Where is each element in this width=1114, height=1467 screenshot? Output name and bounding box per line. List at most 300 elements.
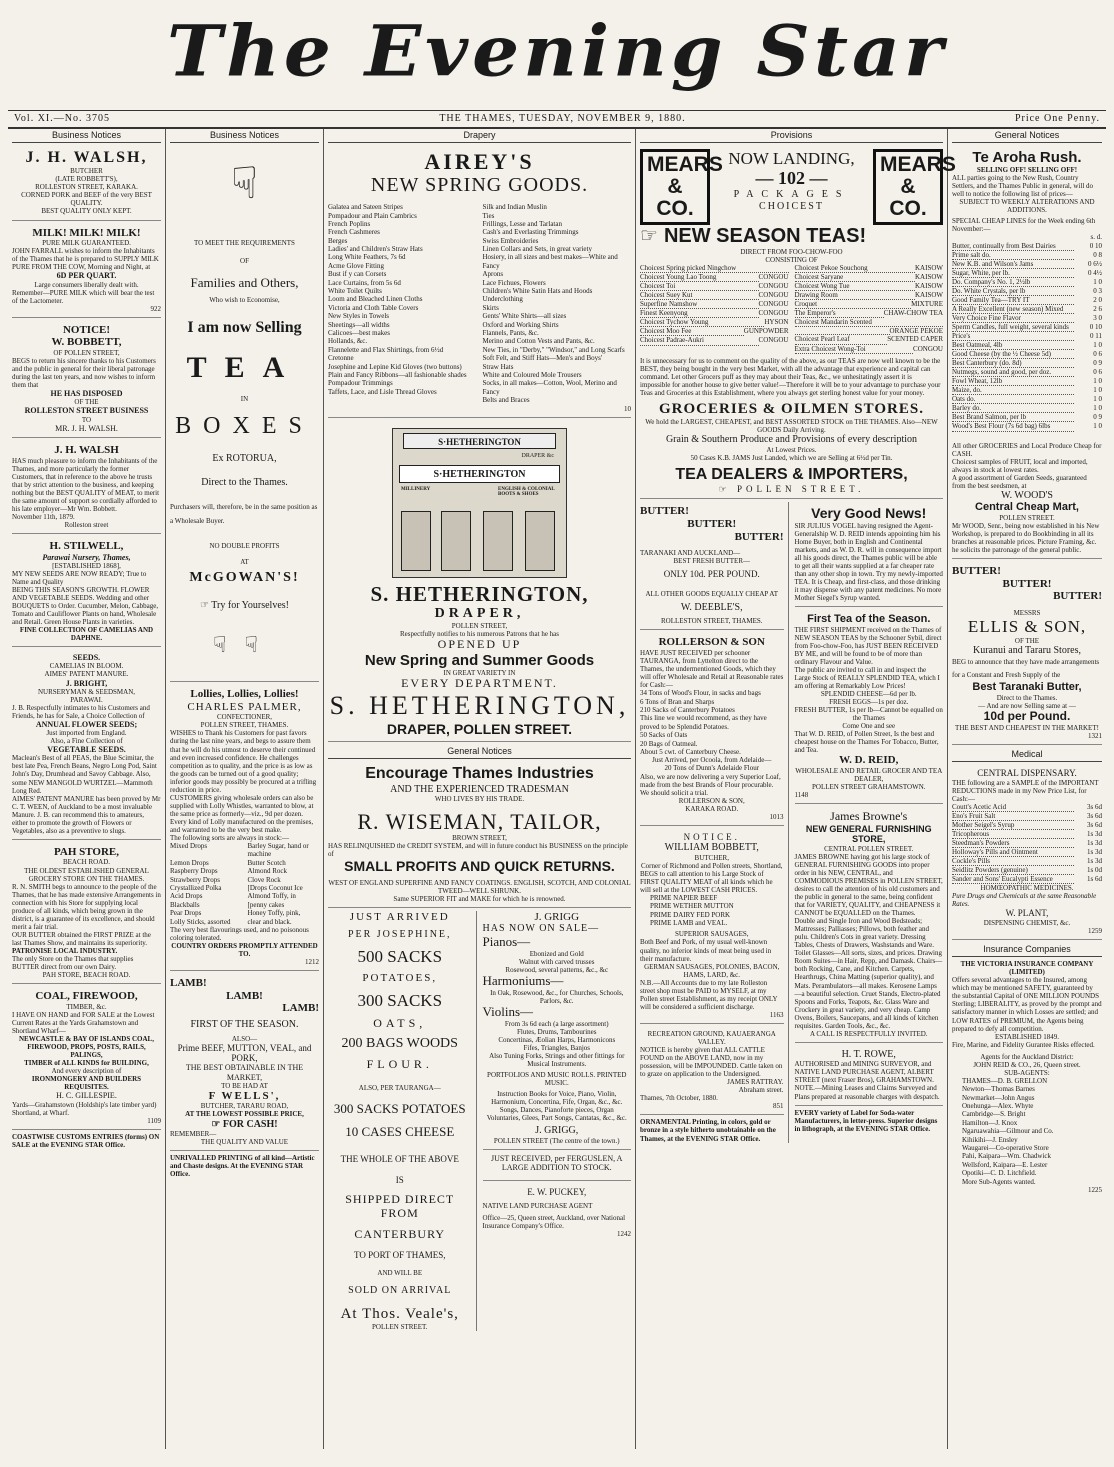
- pointing-hand-icon: ☞: [718, 484, 731, 495]
- ad-title: S. HETHERINGTON,: [329, 690, 630, 720]
- ad-line: FINE COLLECTION OF CAMELIAS AND DAPHNE.: [19, 626, 154, 643]
- ad-title: H. T. ROWE,: [841, 1048, 896, 1060]
- rollerson-list: [640, 689, 784, 756]
- ad-title: R. WISEMAN, TAILOR,: [357, 809, 602, 835]
- goods-item: Silk and Indian Muslin: [482, 203, 547, 212]
- ad-line: AND THE EXPERIENCED TRADESMAN: [390, 783, 569, 795]
- ad-coal: [12, 987, 161, 1129]
- ad-line: SELLING OFF! SELLING OFF!: [976, 166, 1078, 175]
- ad-title: BUTTER!: [1002, 577, 1052, 590]
- ad-line: WHO LIVES BY HIS TRADE.: [434, 795, 525, 803]
- ad-line: CAMELIAS IN BLOOM.: [49, 662, 124, 671]
- ad-title: MILK! MILK! MILK!: [32, 226, 141, 239]
- ad-line: AIMES' PATENT MANURE.: [44, 670, 129, 679]
- ad-line: ESTABLISHED 1849.: [995, 1032, 1059, 1041]
- ad-body: BEING THIS SEASON'S GROWTH. FLOWER AND VEGETABLE SEEDS. Wedding and other BOUQUETS to Order. Cucumber, Melon, Cabbage, Tomato and Cauliflower Plants on hand, Wholesale and Retail. Green House Plants in varieties.: [12, 585, 159, 627]
- sub-agents-list: [952, 1077, 1102, 1186]
- price-row: [952, 359, 1102, 368]
- ad-line: DIRECT FROM FOO-CHOW-FOO: [740, 247, 843, 256]
- ad-line: November 11th, 1879.: [12, 512, 75, 521]
- column-4: [636, 129, 956, 1449]
- item-label: Price's: [952, 332, 1074, 341]
- ad-wells: [170, 974, 319, 1151]
- item-label: Choicest Pekoe Souchong: [795, 264, 916, 273]
- ad-body: HAS RELINQUISHED the CREDIT SYSTEM, and will in future conduct his BUSINESS on the principle of: [328, 842, 628, 859]
- goods-item: Hollands, &c.: [328, 337, 368, 346]
- item-label: Choicest Spring picked Ningchow: [640, 264, 789, 273]
- goods-item: Berges: [328, 236, 348, 245]
- goods-item: Taffets, Lace, and Lisle Thread Gloves: [328, 387, 437, 396]
- ad-line: EVERY DEPARTMENT.: [401, 675, 558, 690]
- tea-row: [795, 264, 944, 273]
- ad-line: POLLEN STREET.: [372, 1323, 428, 1332]
- ad-body: AIMES' PATENT MANURE has been proved by Mr C. T. WEEN, of Auckland to be a most invaluable Manure. J. B. can recommend this to amateurs, either to promote the growth of Flowers or Vegetables, also as a preventive to slugs.: [12, 794, 161, 835]
- ad-line: Violins—: [482, 1003, 534, 1019]
- ad-title: AIREY'S: [424, 148, 535, 174]
- ad-body: SIR JULIUS VOGEL having resigned the Agent-Generalship W. D. REID intends appointing him his Home Buyer, both in English and Continental markets, and as W. D. R. will in consequence import all his goods direct, the Thames public will be able to get all their wants supplied at a far cheaper rate than any other shop in town. Try my newly-imported TEA. It is Cheap, and first-class, and those drinking it may dispense with any patent medicines. No more Mother Siegel's Syrup wanted.: [794, 521, 943, 602]
- ad-pah-store: [12, 843, 161, 984]
- ad-body: Mr WOOD, Senr., being now established in his New Workshop, is prepared to do Bookbinding in all its branches at reasonable prices. Picture Framing, &c. he solicits the patronage of the general public.: [952, 521, 1100, 555]
- ad-line: CORNED PORK and BEEF of the very BEST QUALITY.: [21, 191, 152, 208]
- ad-title: TEA: [186, 350, 303, 384]
- ad-body: R. N. SMITH begs to announce to the people of the Thames, that he has made extensive Arrangements in connection with his Store for supplying local produce of all kinds, which being grown in the district, is a guarantee of its excellence, and should merit a fair trial.: [12, 882, 161, 931]
- price-row: [952, 323, 1102, 332]
- ad-line: FRESH BUTTER, 1s per lb—Cannot be equalled on the Thames: [794, 706, 943, 723]
- ad-title: LAMB!: [282, 1002, 319, 1015]
- ad-line: CONSISTING OF: [765, 256, 818, 265]
- item-value: 1 0: [1093, 395, 1102, 404]
- ad-line: 20 Tons of Dunn's Adelaide Flour: [664, 764, 760, 773]
- column-header: Medical: [952, 748, 1102, 762]
- list-item: PRIME DAIRY FED PORK: [650, 910, 731, 919]
- item-value: 3s 6d: [1087, 820, 1102, 829]
- ad-title: NEW GENERAL FURNISHING STORE,: [805, 824, 932, 845]
- ad-body: Purchasers will, therefore, be in the same position as a Wholesale Buyer.: [170, 503, 318, 526]
- price-row: [952, 404, 1102, 413]
- list-item: clear and black.: [247, 917, 292, 926]
- ad-line: PACKAGES: [733, 189, 850, 201]
- ad-line: PATRONISE LOCAL INDUSTRY.: [12, 947, 118, 955]
- ad-title: Very Good News!: [811, 505, 927, 522]
- ad-line: SUPERIOR SAUSAGES,: [674, 930, 749, 939]
- price: Price One Penny.: [1014, 113, 1100, 124]
- ad-line: IN: [240, 395, 249, 404]
- ad-number: 1163: [769, 1010, 784, 1019]
- item-label: Mother Seigel's Syrup: [952, 821, 1074, 830]
- ad-seeds: [12, 650, 161, 840]
- ad-line: POLLEN STREET.: [737, 484, 865, 495]
- item-value: 3s 6d: [1087, 802, 1102, 811]
- ad-line: Walnut with carved trusses: [519, 957, 595, 966]
- ad-line: THE QUALITY AND VALUE: [200, 1138, 289, 1147]
- ad-body: JAMES BROWNE having got his large stock of GENERAL FURNISHING GOODS into proper order in his NEW, CENTRAL, and COMMODIOUS PREMISES in POLLEN STREET, desires to call the attention of his old customers and the public in general to the same, being confident that for VARIETY, QUALITY, and CHEAPNESS it CANNOT be EQUALLED on the Thames.: [794, 852, 943, 918]
- goods-item: Calicoes—best makes: [328, 329, 391, 337]
- item-value: MIXTURE: [911, 300, 943, 309]
- ad-line: From 3s 6d each (a large assortment): [504, 1019, 609, 1028]
- goods-item: Sheetings—all widths: [328, 320, 390, 329]
- ad-body: All other GROCERIES and Local Produce Cheap for CASH.: [952, 441, 1102, 458]
- ad-line: 300 SACKS: [357, 991, 443, 1011]
- item-label: Prime salt do.: [952, 251, 1074, 260]
- shopfront-illustration: [392, 428, 567, 578]
- list-item: Mixed Drops: [170, 842, 208, 851]
- shop-window: [483, 511, 513, 571]
- ad-line: HOMŒOPATHIC MEDICINES.: [980, 884, 1074, 893]
- ad-title: BUTTER!: [1053, 590, 1102, 603]
- item-label: Choicest Padrae-Aukri: [640, 336, 759, 345]
- ad-line: POLLEN STREET (The centre of the town.): [493, 1136, 620, 1145]
- ad-body: It is unnecessary for us to comment on the quality of the above, as our TEAS are now well known to be the BEST, they being bought in the very best Market, with all the advantage that experience and capital can command. Let other Grocers puff as they may about their Teas, &c., we unhesitatingly assert it is impossible for another house to give better value!—Therefore it will be to your advantage to purchase your Teas and Groceries at this Establishment, where you always get sterling honest value for your money.: [640, 356, 941, 397]
- list-item: Opotiki—C. D. Litchfield.: [962, 1169, 1037, 1178]
- ad-title: BUTTER!: [640, 505, 689, 518]
- ad-hetherington: [328, 421, 631, 742]
- dateline: THE THAMES, TUESDAY, NOVEMBER 9, 1880.: [439, 113, 686, 124]
- ad-line: SPLENDID CHEESE—6d per lb.: [820, 690, 917, 699]
- ad-line: POLLEN STREET GRAHAMSTOWN.: [812, 783, 926, 792]
- price-row: [952, 368, 1102, 377]
- item-label: Choicest Pearl Leaf: [795, 335, 888, 344]
- ad-line: HAS NOW ON SALE—: [482, 923, 600, 935]
- item-label: Steedman's Powders: [952, 839, 1074, 848]
- ad-line: REMEMBER—: [170, 1130, 217, 1139]
- price-row: [952, 875, 1102, 884]
- ad-grigg: [483, 911, 632, 1332]
- ad-line: OPENED UP: [437, 636, 522, 651]
- ad-body: N.B.—All Accounts due to my late Rolleston street shop must be PAID to MYSELF, at my Pollen street Establishment, as my receipt ONLY will be considered a sufficient discharge.: [640, 978, 778, 1011]
- item-value: CONGOU: [758, 291, 789, 300]
- price-row: [952, 260, 1102, 269]
- price-row: [952, 278, 1102, 287]
- ad-line: Come One and see: [842, 722, 896, 731]
- column-3: [324, 129, 636, 1449]
- ad-line: MESSRS: [1013, 609, 1041, 618]
- ad-title: F WELLS',: [208, 1089, 281, 1102]
- list-item: Pear Drops: [170, 909, 202, 918]
- item-label: Choicest Young Lao Toong: [640, 273, 759, 282]
- ad-line: Yards—Grahamstown (Holdship's late timber yard): [12, 1100, 157, 1109]
- item-label: Best Canterbury (do. 8d): [952, 359, 1074, 368]
- ad-line: Just Arrived, per Ocoola, from Adelaide—: [652, 756, 772, 765]
- ad-line: TARANAKI AND AUCKLAND—: [640, 549, 741, 558]
- ad-line: MR. J. H. WALSH.: [55, 423, 118, 433]
- list-item: PRIME LAMB and VEAL.: [650, 919, 728, 928]
- item-label: Best Oatmeal, 4lb: [952, 341, 1074, 350]
- list-item: Blackballs: [170, 900, 200, 909]
- list-item: Almond Rock: [247, 867, 287, 876]
- ad-line: Songs, Dances, Pianoforte pieces, Organ Voluntaries, Glees, Part Songs, Cantatas, &c., &c.: [486, 1106, 627, 1123]
- ad-line: Kuranui and Tararu Stores,: [973, 644, 1081, 656]
- tea-row: [795, 273, 944, 282]
- ad-line: WHOLESALE AND RETAIL GROCER AND TEA DEALER,: [795, 767, 943, 784]
- ad-line: JUST RECEIVED, per FERGUSLEN, A LARGE ADDITION TO STOCK.: [483, 1149, 632, 1172]
- price-row: [952, 269, 1102, 278]
- ad-rowe: [795, 1046, 944, 1106]
- list-item: Barley Sugar, hand or machine: [247, 842, 309, 859]
- column-header: Business Notices: [170, 129, 319, 143]
- goods-item: White Toilet Quilts: [328, 287, 382, 296]
- ad-very-good-news: [795, 502, 944, 607]
- item-value: 0 11: [1090, 331, 1102, 340]
- price-row: [952, 839, 1102, 848]
- item-value: 2 0: [1093, 295, 1102, 304]
- ad-title: At Thos. Veale's,: [340, 1306, 459, 1323]
- list-item: PRIME WETHER MUTTON: [650, 902, 734, 911]
- ad-line: PER JOSEPHINE,: [347, 929, 452, 941]
- ad-william-bobbett: [640, 829, 784, 1024]
- list-item: THAMES—D. B. GRELLON: [962, 1076, 1048, 1085]
- item-value: 1 0: [1093, 377, 1102, 386]
- ad-line: 50 Cases K.B. JAMS Just Landed, which we are Selling at 6½d per Tin.: [690, 453, 893, 462]
- item-label: Choicest Saryane: [795, 273, 916, 282]
- shop-window: [525, 511, 555, 571]
- item-value: 3 0: [1093, 313, 1102, 322]
- shop-window: [401, 511, 431, 571]
- ad-line: JAMES RATTRAY.: [727, 1078, 784, 1087]
- ad-line: ALL OTHER GOODS EQUALLY CHEAP AT: [645, 589, 778, 598]
- item-label: Cockle's Pills: [952, 857, 1074, 866]
- ad-line: 6D PER QUART.: [56, 271, 117, 281]
- ad-line: ROLLESTON STREET, THAMES.: [660, 617, 763, 626]
- ad-line: AT THE LOWEST POSSIBLE PRICE,: [185, 1110, 304, 1119]
- tea-row: [640, 264, 789, 273]
- ad-title: J. H. WALSH,: [25, 148, 148, 166]
- ad-mears: [640, 146, 956, 500]
- tea-row: [795, 345, 944, 354]
- list-item: Pahi, Kaipara—Wm. Chadwick: [962, 1152, 1052, 1161]
- ad-title: PAH STORE,: [54, 845, 119, 858]
- ad-line: NATIVE LAND PURCHASE AGENT: [482, 1201, 593, 1210]
- ad-title: CENTRAL DISPENSARY.: [977, 768, 1077, 779]
- price-list: [952, 242, 1102, 432]
- ad-title: NEW SPRING GOODS.: [370, 174, 589, 197]
- ad-title: BUTTER!: [952, 565, 1001, 578]
- item-label: Eno's Fruit Salt: [952, 812, 1074, 821]
- item-value: 0 10: [1089, 241, 1102, 250]
- ad-number: 1109: [147, 1116, 161, 1125]
- price-row: [952, 866, 1102, 875]
- ad-title: W. WOOD'S: [1001, 489, 1053, 501]
- column-2: [166, 129, 324, 1449]
- list-item: Cambridge—S. Bright: [962, 1110, 1026, 1119]
- tea-row: [640, 273, 789, 282]
- ad-line: Direct to the Thames.: [201, 476, 288, 488]
- ad-body: BEG to announce that they have made arrangements for a Constant and Fresh Supply of the: [952, 658, 1100, 679]
- tea-row: [795, 327, 944, 335]
- ad-line: OF: [240, 257, 249, 266]
- pointing-hand-icon: ☟☟: [213, 631, 276, 657]
- item-value: 0 9: [1093, 413, 1102, 422]
- item-value: KAISOW: [915, 282, 943, 291]
- item-label: The Emperor's: [795, 309, 884, 318]
- item-value: 1 0: [1093, 422, 1102, 431]
- item-value: CONGOU: [758, 273, 789, 282]
- ad-line: THE BEST AND CHEAPEST IN THE MARKET!: [955, 723, 1099, 732]
- ad-body: That W. D. REID, of Pollen Street, Is the best and cheapest house on the Thames For Tobacco, Butter, and Tea.: [794, 730, 939, 755]
- goods-list-right: [483, 203, 632, 404]
- ad-body: Choicest samples of FRUIT, local and imported, always in stock at lowest rates.: [952, 457, 1088, 474]
- ad-body: Double and Single Iron and Wood Bedsteads; Mattresses; Palliasses; Pillows, both feather and pulu. Children's Cots in great variety. Dressing Tables, Chests of Drawers, Washstands and Ware. Toilet Glasses—All sorts, sizes, and prices. Drawing Room Suites—in Hair, Repp, and Damask. Chairs—both Rocking, Cane, and Kitchen. Carpets, Hearthrugs, China Matting (superior quality), and Mats. Perambulators—all makes. Kerosene Lamps—a beautiful selection. Cruet Stands, Electro-plated Spoons and Forks, Teapots, &c. Glass Ware and Crockery in great variety, and very cheap. Camp Ovens, Boilers, Saucepans, and all kinds of kitchen requisites. Garden Tools, &c., &c.: [794, 917, 943, 1030]
- item-value: SCENTED CAPER: [887, 335, 943, 344]
- item-value: GUNPOWDER: [743, 327, 789, 336]
- ad-title: I am now Selling: [187, 318, 302, 336]
- ad-line: 200 BAGS WOODS: [341, 1036, 458, 1052]
- ad-number: 1242: [617, 1229, 631, 1238]
- shop-sign: S·HETHERINGTON: [399, 465, 560, 483]
- column-header: Drapery: [328, 129, 631, 143]
- list-item: Waugarei—Co-operative Store: [962, 1143, 1049, 1152]
- item-value: 1 0: [1093, 341, 1102, 350]
- ad-line: CHOICEST: [759, 200, 824, 212]
- goods-item: Straw Hats: [482, 362, 514, 371]
- list-item: Newmarket—John Angus: [962, 1093, 1035, 1102]
- ad-body: BEGS to return his sincere thanks to his Customers and the public in general for their liberal patronage during the last ten years, and now wishes to inform them that: [12, 357, 156, 390]
- list-item: Lolly Sticks, assorted: [170, 917, 231, 926]
- ad-line: POLLEN STREET,: [451, 621, 508, 630]
- ad-line: SOLD ON ARRIVAL: [348, 1284, 452, 1296]
- item-value: CHAW-CHOW TEA: [883, 309, 943, 318]
- column-header: Insurance Companies: [952, 943, 1102, 957]
- ad-body: BEGS to call attention to his Large Stock of FIRST QUALITY MEAT of all kinds which he will sell at the LOWEST CASH PRICES.: [640, 869, 773, 894]
- list-item: Honey Toffy, pink,: [247, 909, 301, 918]
- item-value: 0 6: [1093, 350, 1102, 359]
- ad-line: Try for Yourselves!: [211, 600, 289, 612]
- ad-walsh: [12, 146, 161, 221]
- price-row: [952, 413, 1102, 422]
- goods-item: Cash's and Everlasting Trimmings: [482, 228, 579, 237]
- ad-title: Central Cheap Mart,: [975, 501, 1079, 514]
- ad-title: TEA DEALERS & IMPORTERS,: [675, 465, 908, 483]
- ad-number: 1321: [1088, 731, 1102, 740]
- goods-item: Cretonne: [328, 354, 354, 363]
- goods-item: Galatea and Sateen Stripes: [328, 203, 403, 212]
- ad-milk: [12, 224, 161, 318]
- ad-line: ROLLERSON & SON,: [678, 796, 745, 805]
- ad-line: Flutes, Drums, Tambourines: [517, 1027, 597, 1036]
- ad-title: NEW SEASON TEAS!: [663, 224, 867, 247]
- price-row: [952, 305, 1102, 314]
- list-item: Almond Toffy, in: [247, 892, 296, 901]
- item-label: Oats do.: [952, 395, 1074, 404]
- goods-item: Pompadour Trimmings: [328, 379, 393, 388]
- price-row: [952, 296, 1102, 305]
- column-5: [948, 129, 1106, 1449]
- ad-recreation: [640, 1027, 784, 1115]
- ad-body: NOTICE is hereby given that ALL CATTLE FOUND on the ABOVE LAND, now in my possession, will be IMPOUNDED. Cattle taken on to graze on application to the Undersigned.: [640, 1046, 783, 1079]
- ad-title: New Spring and Summer Goods: [364, 651, 595, 669]
- item-value: CONGOU: [913, 344, 943, 353]
- list-item: Kihikihi—J. Ensley: [962, 1135, 1018, 1144]
- ad-line: Office—25, Queen street, Auckland, over National Insurance Company's Office.: [482, 1213, 626, 1230]
- ad-line: BEST FRESH BUTTER—: [673, 557, 750, 566]
- list-item: This line we would recommend, as they have proved to be Splendid Potatoes.: [640, 714, 767, 731]
- ad-line: At Lowest Prices.: [766, 445, 817, 454]
- columns: [8, 129, 1106, 1449]
- item-value: CONGOU: [758, 282, 789, 291]
- ad-number: 1259: [1088, 926, 1102, 935]
- price-row: [952, 857, 1102, 866]
- ad-line: DISPENSING CHEMIST, &c.: [983, 918, 1071, 927]
- ad-title: — 102 —: [755, 168, 828, 189]
- ad-body: HAVE JUST RECEIVED per schooner TAURANGA, from Lyttelton direct to the Thames, the undermentioned Goods, which they will offer Wholesale and Retail at Reasonable rates for Cash:—: [640, 649, 784, 690]
- ad-title: Encourage Thames Industries: [365, 765, 594, 783]
- item-label: Coutt's Acetic Acid: [952, 803, 1074, 812]
- ad-line: TO MEET THE REQUIREMENTS: [194, 239, 295, 248]
- ad-line: Ebonized and Gold: [529, 949, 584, 958]
- ad-line: Grain & Southern Produce and Provisions of every description: [665, 434, 918, 446]
- ad-line: FLOUR.: [366, 1057, 433, 1072]
- tea-row: [640, 336, 789, 345]
- ad-line: 10 CASES CHEESE: [345, 1124, 455, 1140]
- item-label: Wood's Best Flour (7s 6d bag) 6lbs: [952, 422, 1074, 431]
- ad-title: W. DEEBLE'S,: [680, 601, 743, 613]
- ad-body: J. B. Respectfully intimates to his Customers and Friends, he has for Sale, a Choice Collection of: [12, 703, 150, 720]
- ad-title: NOTICE!: [62, 323, 111, 336]
- item-label: Finest Keenyong: [640, 309, 759, 318]
- ad-line: Respectfully notifies to his numerous Patrons that he has: [399, 629, 560, 638]
- ad-line: BROWN STREET,: [452, 834, 507, 843]
- ad-line: JUST ARRIVED: [349, 910, 450, 923]
- list-item: Newton—Thomas Barnes: [962, 1085, 1035, 1094]
- ad-title: W. BOBBETT,: [51, 336, 122, 349]
- ad-line: PARAWAI.: [70, 695, 103, 704]
- goods-item: Ties: [482, 211, 495, 220]
- ad-title: WILLIAM BOBBETT,: [664, 842, 759, 854]
- item-value: 1 0: [1093, 404, 1102, 413]
- ad-body: Also, we are now delivering a very Superior Loaf, made from the best Brands of Flour procurable. We should solicit a trial.: [640, 772, 781, 797]
- pointing-hand-icon: ☞: [211, 1118, 221, 1130]
- goods-item: Linen Collars and Sets, in great variety: [482, 245, 592, 254]
- goods-item: Skirts: [482, 303, 499, 312]
- ad-title: J. GRIGG: [534, 910, 580, 923]
- list-item: [Drops Coconut Ice: [247, 884, 303, 893]
- ad-body: HAS much pleasure to inform the Inhabitants of the Thames, and more particularly the former Customers, that in reference to the above he trusts that by strict attention to the business, and keeping nothing but the BEST QUALITY of MEAT, to merit the same amount of support so cordially afforded to his late employer—Mr Wm. Bobbett.: [12, 456, 160, 513]
- ad-line: Remember—PURE MILK which will bear the test of the Lactometer.: [12, 288, 155, 305]
- column-header: Provisions: [640, 129, 943, 143]
- shop-sign: S·HETHERINGTON: [403, 433, 556, 449]
- goods-item: Pompadour and Plain Cambrics: [328, 211, 417, 220]
- tea-row: [795, 291, 944, 300]
- ad-line: BEST QUALITY ONLY KEPT.: [41, 207, 132, 216]
- ad-line: Who wish to Economise,: [209, 296, 280, 305]
- price-row: [952, 287, 1102, 296]
- price-row: [952, 395, 1102, 404]
- provisions-right: [795, 502, 944, 1142]
- ad-line: AT: [240, 558, 249, 567]
- provisions-split: [640, 502, 943, 1142]
- ad-line: FIREWOOD, PROPS, POSTS, RAILS, PALINGS,: [27, 1043, 146, 1060]
- ad-printing: UNRIVALLED PRINTING of all kind—Artistic and Chaste designs. At the EVENING STAR Office.: [170, 1154, 315, 1179]
- item-label: Choicest Tychow Young: [640, 318, 764, 327]
- ad-title: THE VICTORIA INSURANCE COMPANY (LIMITED): [960, 960, 1094, 977]
- ad-title: BOXES: [175, 413, 314, 440]
- ad-line: Corner of Richmond and Pollen streets, Shortland,: [640, 861, 783, 870]
- item-value: 3s 6d: [1087, 811, 1102, 820]
- provisions-left: [640, 502, 789, 1142]
- item-value: CONGOU: [758, 300, 789, 309]
- item-value: 0 6½: [1088, 259, 1102, 268]
- tea-row: [795, 282, 944, 291]
- goods-list-left: [328, 203, 477, 404]
- tea-row: [640, 300, 789, 309]
- ad-airey: [328, 146, 631, 418]
- ad-line: Shortland, at Wharf.: [12, 1108, 70, 1117]
- goods-item: Flannels, Pants, &c.: [482, 329, 539, 337]
- item-label: Holloway's Pills and Ointment: [952, 848, 1074, 857]
- list-item: 210 Sacks of Canterbury Potatoes: [640, 706, 735, 715]
- ad-line: 300 SACKS POTATOES: [333, 1101, 466, 1117]
- goods-item: Oxford and Working Shirts: [482, 320, 559, 329]
- item-label: Choicest Wong Tue: [795, 282, 916, 291]
